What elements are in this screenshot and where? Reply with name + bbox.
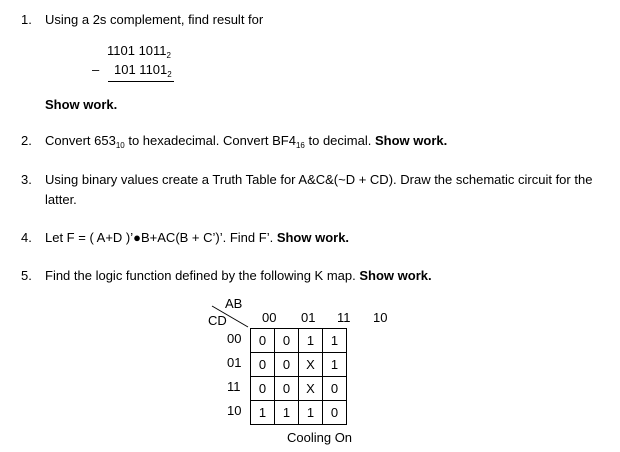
kmap-row bbox=[251, 329, 347, 353]
q1-minus-sign: – bbox=[92, 62, 100, 77]
kmap-cell: 0 bbox=[275, 377, 299, 401]
q5-show-work: Show work. bbox=[359, 268, 432, 283]
kmap-cell: 1 bbox=[299, 401, 323, 425]
kmap-row-header: 10 bbox=[227, 403, 242, 418]
q1-subtraction-line bbox=[108, 81, 174, 82]
kmap-cell: 0 bbox=[323, 377, 347, 401]
kmap-caption: Cooling On bbox=[287, 430, 353, 445]
q4-text: Let F = ( A+D )’●B+AC(B + C’)’. Find F’. Show work. bbox=[45, 230, 350, 245]
q3-text-line2: latter. bbox=[45, 192, 77, 207]
kmap-cell: 1 bbox=[251, 401, 275, 425]
kmap-cell: 1 bbox=[323, 353, 347, 377]
kmap-row bbox=[251, 401, 347, 425]
kmap-cell: 0 bbox=[275, 353, 299, 377]
kmap-cell: 1 bbox=[299, 329, 323, 353]
kmap-cell: 0 bbox=[323, 401, 347, 425]
kmap-cell: 1 bbox=[323, 329, 347, 353]
kmap-row bbox=[251, 377, 347, 401]
kmap-cell: X bbox=[299, 353, 323, 377]
q5-number: 5. bbox=[21, 268, 32, 283]
q4-show-work: Show work. bbox=[276, 230, 350, 245]
kmap-cell: 1 bbox=[275, 401, 299, 425]
q3-text-line1: Using binary values create a Truth Table for A&C&(~D + CD). Draw the schematic circuit for the bbox=[45, 172, 593, 187]
q4-number: 4. bbox=[21, 230, 32, 245]
q2-text: Convert $653_{10}$ to hexadecimal. Convert $BF4_{16}$ to decimal. Show work. bbox=[45, 133, 448, 150]
q5-text: Find the logic function defined by the following K map. Show work. bbox=[45, 268, 432, 283]
kmap-cell: X bbox=[299, 377, 323, 401]
q1-operand2: 101 $1101_2$ bbox=[114, 62, 172, 79]
kmap-cell: 0 bbox=[251, 377, 275, 401]
kmap-col-header: 11 bbox=[337, 310, 351, 325]
q1-number: 1. bbox=[21, 12, 32, 27]
kmap-row-variable: CD bbox=[208, 313, 227, 328]
q2-number: 2. bbox=[21, 133, 32, 148]
kmap-grid bbox=[250, 328, 347, 425]
kmap-row-header: 00 bbox=[227, 331, 242, 346]
kmap-col-header: 10 bbox=[373, 310, 388, 325]
kmap-row bbox=[251, 353, 347, 377]
kmap-row-header: 11 bbox=[227, 379, 241, 394]
kmap-cell: 0 bbox=[251, 329, 275, 353]
kmap-col-header: 00 bbox=[262, 310, 277, 325]
q1-operand1: 1101 $1011_2$ bbox=[107, 43, 171, 60]
kmap-col-variable: AB bbox=[225, 296, 243, 311]
q2-show-work: Show work. bbox=[374, 133, 448, 148]
q1-show-work: Show work. bbox=[45, 97, 118, 112]
q1-text: Using a 2s complement, find result for bbox=[45, 12, 264, 27]
kmap-cell: 0 bbox=[251, 353, 275, 377]
kmap-row-header: 01 bbox=[227, 355, 242, 370]
kmap-col-header: 01 bbox=[301, 310, 316, 325]
kmap-cell: 0 bbox=[275, 329, 299, 353]
q3-number: 3. bbox=[21, 172, 32, 187]
